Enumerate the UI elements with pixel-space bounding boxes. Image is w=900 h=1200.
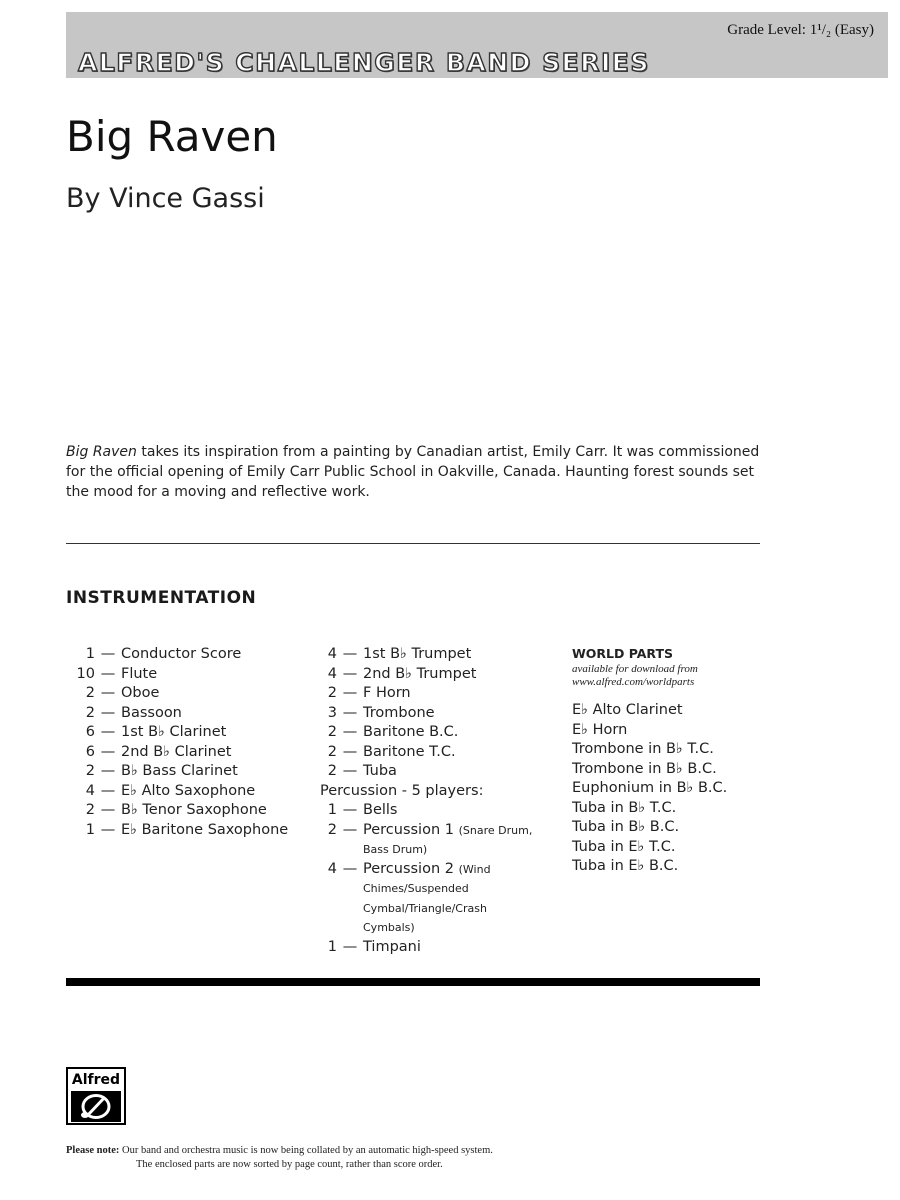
footnote-label: Please note:	[66, 1145, 120, 1156]
instrument-name: Baritone T.C.	[363, 743, 456, 760]
world-part-item: Euphonium in B♭ B.C.	[572, 780, 728, 796]
world-part-item: Trombone in B♭ T.C.	[572, 741, 714, 757]
instrument-row	[320, 801, 532, 821]
instrument-row	[320, 860, 532, 880]
instrument-name: Flute	[121, 665, 158, 682]
instrument-note: Cymbal/Triangle/Crash	[363, 901, 487, 915]
instrumentation-heading: INSTRUMENTATION	[66, 588, 257, 608]
dash: —	[100, 704, 116, 721]
instrument-note: Chimes/Suspended	[363, 882, 469, 895]
alfred-logo	[66, 1067, 126, 1125]
dash: —	[342, 763, 358, 779]
instrument-name: Baritone B.C.	[363, 724, 459, 740]
dash: —	[100, 821, 116, 838]
footnote	[66, 1144, 586, 1172]
dash: —	[342, 821, 358, 838]
instrument-qty: 2	[85, 704, 95, 721]
instrument-name: 1st B♭ Clarinet	[121, 724, 227, 740]
instrument-qty: 1	[327, 938, 337, 955]
instrument-row	[320, 762, 532, 782]
instrument-qty: 2	[327, 821, 337, 838]
world-parts-note: available for download from	[572, 663, 698, 675]
instrument-name: E♭ Baritone Saxophone	[121, 821, 289, 838]
world-parts	[572, 645, 727, 877]
thick-divider	[66, 978, 760, 986]
dash: —	[100, 743, 116, 760]
instrument-column-1	[66, 645, 288, 840]
dash: —	[342, 665, 358, 682]
dash: —	[100, 802, 116, 818]
instrument-row	[320, 821, 532, 841]
instrument-name: Percussion 1	[363, 821, 454, 838]
instrument-qty: 2	[327, 685, 337, 701]
instrument-row	[320, 684, 532, 704]
world-part-item: Tuba in E♭ T.C.	[572, 838, 676, 855]
dash: —	[100, 763, 116, 779]
world-part-item: Tuba in B♭ T.C.	[572, 799, 677, 816]
world-part-item: E♭ Alto Clarinet	[572, 702, 683, 718]
logo-text: Alfred	[71, 1072, 121, 1088]
instrument-qty: 10	[76, 665, 95, 682]
instrument-row	[66, 645, 288, 665]
dash: —	[100, 782, 116, 799]
instrument-qty: 4	[327, 646, 337, 662]
instrument-column-2	[320, 645, 532, 957]
dash: —	[342, 646, 358, 662]
instrument-row	[66, 762, 288, 782]
grade-level: Grade Level: 1¹/₂ (Easy)	[727, 22, 874, 38]
instrument-qty: 3	[327, 704, 337, 721]
percussion-heading: Percussion - 5 players:	[320, 782, 484, 799]
description	[66, 442, 766, 502]
instrument-row	[320, 665, 532, 685]
instrument-row	[66, 704, 288, 724]
instrument-qty: 2	[85, 763, 95, 779]
instrument-qty: 6	[85, 743, 95, 760]
instrument-qty: 4	[327, 860, 337, 877]
instrument-row	[66, 743, 288, 763]
world-parts-url: www.alfred.com/worldparts	[572, 676, 695, 688]
instrument-name: Bassoon	[121, 704, 182, 721]
instrument-name: 2nd B♭ Clarinet	[121, 743, 232, 760]
instrument-qty: 2	[327, 763, 337, 779]
instrument-row	[66, 665, 288, 685]
description-title: Big Raven	[66, 444, 137, 460]
instrument-row	[66, 821, 288, 841]
instrument-name: Trombone	[363, 704, 435, 721]
instrument-row	[66, 801, 288, 821]
instrument-name: Oboe	[121, 685, 160, 701]
world-part-item: Tuba in B♭ B.C.	[572, 819, 680, 835]
instrument-note: Cymbals)	[363, 921, 415, 934]
instrument-name: Conductor Score	[121, 646, 242, 662]
world-parts-heading: WORLD PARTS	[572, 646, 674, 661]
world-part-item: Trombone in B♭ B.C.	[572, 760, 717, 777]
instrument-qty: 2	[327, 743, 337, 760]
instrument-qty: 1	[85, 821, 95, 838]
instrument-row	[320, 743, 532, 763]
dash: —	[342, 802, 358, 818]
instrument-row	[320, 645, 532, 665]
instrument-name: E♭ Alto Saxophone	[121, 782, 256, 799]
instrument-row	[66, 723, 288, 743]
world-part-item: E♭ Horn	[572, 721, 628, 738]
instrument-name: Tuba	[363, 763, 397, 779]
dash: —	[342, 724, 358, 740]
dash: —	[342, 938, 358, 955]
dash: —	[342, 685, 358, 701]
instrument-row	[66, 782, 288, 802]
instrument-note: Bass Drum)	[363, 843, 428, 856]
instrument-qty: 2	[85, 685, 95, 701]
dash: —	[342, 704, 358, 721]
instrument-qty: 6	[85, 724, 95, 740]
instrument-name: Percussion 2	[363, 860, 454, 877]
description-text: takes its inspiration from a painting by Canadian artist, Emily Carr. It was commissioned for the official opening of Emily Carr Public School in Oakville, Canada. Haunting forest sounds set the mood for a moving and reflective work.	[66, 444, 760, 500]
piece-title: Big Raven	[66, 112, 278, 161]
instrument-name: Bells	[363, 802, 398, 818]
instrument-note: (Snare Drum,	[458, 823, 533, 837]
instrument-name: Timpani	[363, 938, 421, 955]
dash: —	[100, 685, 116, 701]
composer-byline: By Vince Gassi	[66, 183, 265, 214]
instrument-name: B♭ Bass Clarinet	[121, 763, 238, 779]
divider	[66, 543, 760, 544]
dash: —	[100, 724, 116, 740]
dash: —	[342, 860, 358, 877]
alfred-logo-icon	[71, 1091, 121, 1122]
instrument-row	[320, 938, 532, 958]
instrument-name: 2nd B♭ Trumpet	[363, 665, 477, 682]
instrument-name: 1st B♭ Trumpet	[363, 646, 472, 662]
instrument-row	[320, 723, 532, 743]
instrument-row	[320, 704, 532, 724]
footnote-line1: Our band and orchestra music is now being collated by an automatic high-speed system.	[119, 1145, 493, 1156]
instrument-name: F Horn	[363, 685, 411, 701]
world-parts-list	[572, 701, 727, 877]
instrument-row	[66, 684, 288, 704]
instrument-note: (Wind	[458, 862, 491, 876]
footnote-line2: The enclosed parts are now sorted by page count, rather than score order.	[136, 1159, 443, 1170]
instrument-name: B♭ Tenor Saxophone	[121, 802, 267, 818]
instrument-qty: 4	[85, 782, 95, 799]
dash: —	[342, 743, 358, 760]
world-part-item: Tuba in E♭ B.C.	[572, 858, 679, 874]
dash: —	[100, 665, 116, 682]
series-banner	[66, 12, 888, 78]
series-title: ALFRED'S CHALLENGER BAND SERIES	[78, 48, 650, 77]
instrument-qty: 2	[327, 724, 337, 740]
instrument-qty: 4	[327, 665, 337, 682]
instrument-qty: 2	[85, 802, 95, 818]
instrument-qty: 1	[327, 802, 337, 818]
instrument-qty: 1	[85, 646, 95, 662]
dash: —	[100, 646, 116, 662]
